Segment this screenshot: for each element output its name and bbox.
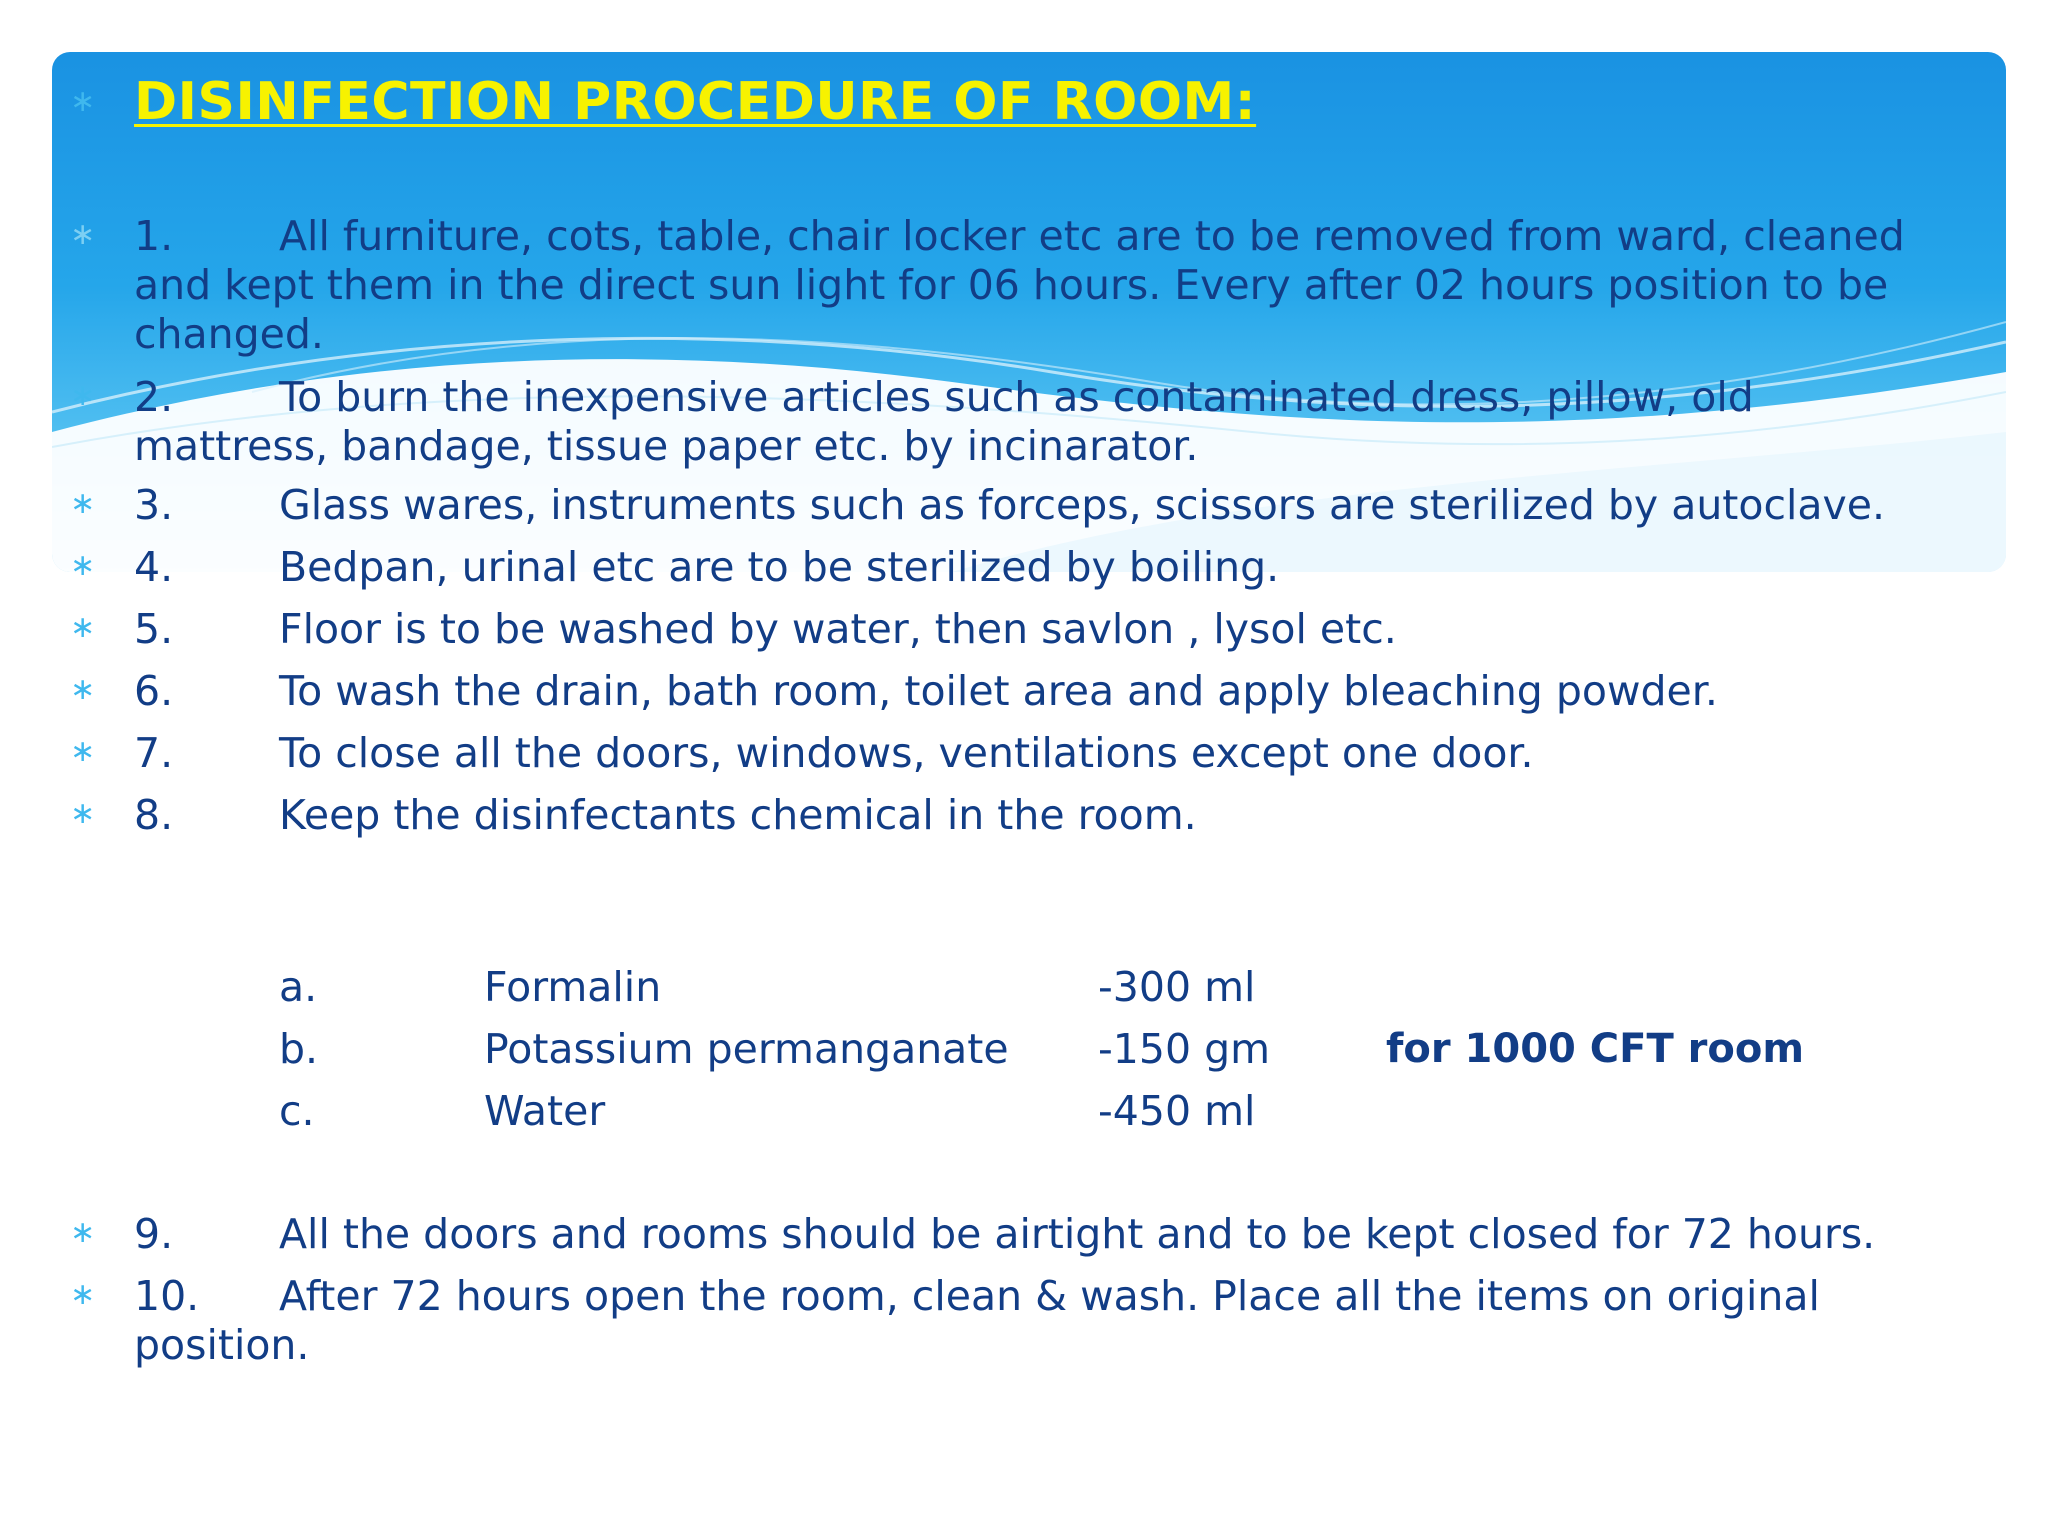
step-text: Glass wares, instruments such as forceps, scissors are sterilized by autoclave. [279, 481, 1886, 529]
step-item-8 [70, 791, 2020, 840]
bullet-icon: ∗ [70, 1215, 96, 1250]
step-text-continued: changed. [134, 310, 324, 358]
chemical-amount: -300 ml [1098, 963, 1256, 1011]
step-text: To wash the drain, bath room, toilet area and apply bleaching powder. [279, 667, 1718, 715]
step-number: 10. [134, 1272, 200, 1320]
step-number: 9. [134, 1210, 174, 1258]
step-text: Keep the disinfectants chemical in the room. [279, 791, 1197, 839]
chemical-amount: -450 ml [1098, 1087, 1256, 1135]
step-item-1 [70, 212, 2020, 359]
bullet-icon: ∗ [70, 378, 96, 413]
bullet-icon: ∗ [70, 672, 96, 707]
step-text: To close all the doors, windows, ventilations except one door. [279, 729, 1534, 777]
step-item-9 [70, 1210, 2020, 1259]
bullet-icon: ∗ [70, 217, 96, 252]
step-number: 2. [134, 373, 174, 421]
chemical-letter: c. [279, 1087, 315, 1135]
step-text: Bedpan, urinal etc are to be sterilized by boiling. [279, 543, 1280, 591]
step-number: 8. [134, 791, 174, 839]
chemical-note: for 1000 CFT room [1386, 1026, 1805, 1072]
bullet-icon: ∗ [70, 610, 96, 645]
step-number: 1. [134, 212, 174, 260]
bullet-icon: ∗ [70, 486, 96, 521]
step-text: After 72 hours open the room, clean & wash. Place all the items on original [279, 1272, 1820, 1320]
step-text-continued: mattress, bandage, tissue paper etc. by incinarator. [134, 422, 1199, 470]
chemical-name: Water [484, 1087, 606, 1135]
chemical-letter: a. [279, 963, 318, 1011]
step-item-10 [70, 1272, 2020, 1370]
step-text: Floor is to be washed by water, then savlon , lysol etc. [279, 605, 1397, 653]
step-text-continued: position. [134, 1321, 310, 1369]
chemical-letter: b. [279, 1025, 319, 1073]
step-item-7 [70, 729, 2020, 778]
bullet-icon: ∗ [70, 548, 96, 583]
bullet-icon: ∗ [70, 84, 96, 119]
step-text: All the doors and rooms should be airtight and to be kept closed for 72 hours. [279, 1210, 1876, 1258]
step-item-3 [70, 481, 2020, 530]
step-number: 7. [134, 729, 174, 777]
step-item-5 [70, 605, 2020, 654]
step-number: 4. [134, 543, 174, 591]
bullet-icon: ∗ [70, 734, 96, 769]
page-title: DISINFECTION PROCEDURE OF ROOM: [134, 72, 1257, 132]
step-text-continued: and kept them in the direct sun light for 06 hours. Every after 02 hours position to be [134, 261, 1889, 309]
bullet-icon: ∗ [70, 1277, 96, 1312]
title-row [70, 72, 1256, 132]
step-item-4 [70, 543, 2020, 592]
step-text: To burn the inexpensive articles such as contaminated dress, pillow, old [279, 373, 1754, 421]
step-item-6 [70, 667, 2020, 716]
step-number: 6. [134, 667, 174, 715]
bullet-icon: ∗ [70, 796, 96, 831]
step-text: All furniture, cots, table, chair locker etc are to be removed from ward, cleaned [279, 212, 1905, 260]
step-item-2 [70, 373, 2020, 471]
chemical-name: Formalin [484, 963, 662, 1011]
chemical-name: Potassium permanganate [484, 1025, 1009, 1073]
step-number: 3. [134, 481, 174, 529]
step-number: 5. [134, 605, 174, 653]
chemical-amount: -150 gm [1098, 1025, 1271, 1073]
